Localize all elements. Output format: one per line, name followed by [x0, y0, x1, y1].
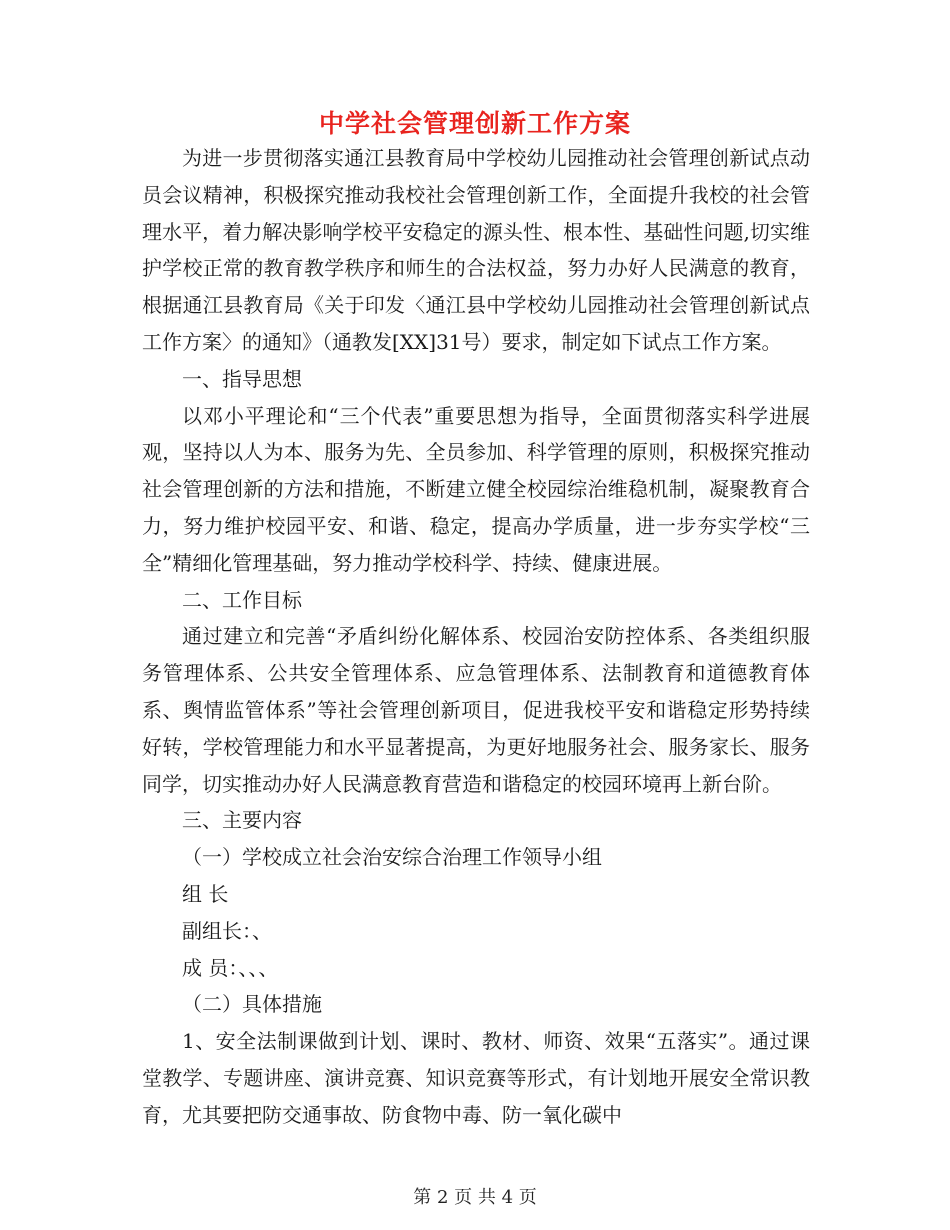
document-body: [142, 140, 810, 1134]
deputy-leader-line: 副组长：、: [182, 918, 272, 943]
members-line: 成 员：、、、: [182, 955, 279, 980]
guiding-ideology-paragraph: 以邓小平理论和“三个代表”重要思想为指导，全面贯彻落实科学进展观，坚持以人为本、服务为先、全员参加、科学管理的原则，积极探究推动社会管理创新的方法和措施，不断建立健全校园综治维稳机制，凝聚教育合力，努力维护校园平安、和谐、稳定，提高办学质量，进一步夯实学校“三全”精细化管理基础，努力推动学校科学、持续、健康进展。: [142, 403, 810, 575]
work-goals-paragraph: 通过建立和完善“矛盾纠纷化解体系、校园治安防控体系、各类组织服务管理体系、公共安全管理体系、应急管理体系、法制教育和道德教育体系、舆情监管体系”等社会管理创新项目，促进我校平安和谐稳定形势持续好转，学校管理能力和水平显著提高，为更好地服务社会、服务家长、服务同学，切实推动办好人民满意教育营造和谐稳定的校园环境再上新台阶。: [142, 624, 810, 796]
section-heading-main-content: 三、主要内容: [182, 808, 302, 833]
subsection-specific-measures: （二）具体措施: [182, 992, 322, 1017]
page-footer: 第 2 页 共 4 页: [413, 1187, 537, 1208]
section-heading-guiding-ideology: 一、指导思想: [182, 366, 302, 391]
measure-1-paragraph: 1、安全法制课做到计划、课时、教材、师资、效果“五落实”。通过课堂教学、专题讲座、演讲竞赛、知识竞赛等形式，有计划地开展安全常识教育，尤其要把防交通事故、防食物中毒、防一氧化碳中: [142, 1029, 810, 1127]
section-heading-work-goals: 二、工作目标: [182, 587, 302, 612]
document-title: 中学社会管理创新工作方案: [318, 109, 631, 138]
intro-paragraph: 为进一步贯彻落实通江县教育局中学校幼儿园推动社会管理创新试点动员会议精神，积极探究推动我校社会管理创新工作，全面提升我校的社会管理水平，着力解决影响学校平安稳定的源头性、根本性、基础性问题,切实维护学校正常的教育教学秩序和师生的合法权益，努力办好人民满意的教育，根据通江县教育局《关于印发〈通江县中学校幼儿园推动社会管理创新试点工作方案〉的通知》（通教发[XX]31号）要求，制定如下试点工作方案。: [142, 146, 810, 354]
subsection-leading-group: （一）学校成立社会治安综合治理工作领导小组: [182, 845, 602, 870]
group-leader-line: 组 长: [182, 881, 229, 906]
